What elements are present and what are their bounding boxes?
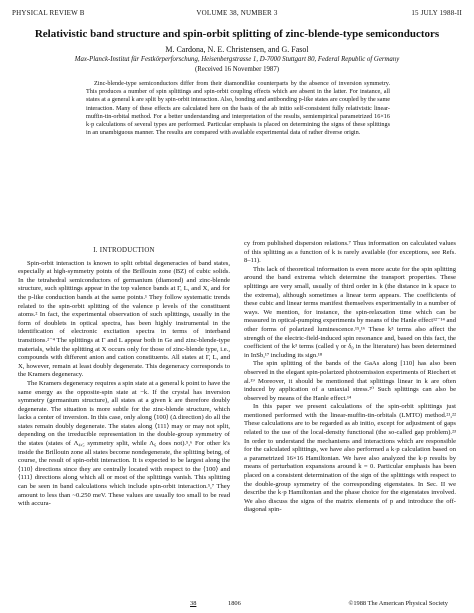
- paragraph: The spin splitting of the bands of the GaAs along [110] has also been observed in the elegant spin-polarized photoemission experiments of Riechert et al.¹⁹ Moreover, it should be mentioned that splittings linear in k are often induced by application of a uniaxial stress.²⁰ Such splittings can also be observed by means of the Hanle effect.¹⁴: [244, 360, 456, 402]
- right-column: [244, 240, 456, 515]
- article-title: Relativistic band structure and spin-orbit splitting of zinc-blende-type semiconductors: [34, 28, 440, 40]
- paragraph: Spin-orbit interaction is known to split orbital degeneracies of band states, especially at high-symmetry points of the Brillouin zone (BZ) of cubic solids. In the tetrahedral semiconductors of germanium (diamond) and zinc-blende structure, such splittings appear in the top valence bands at Γ, L, and X, and for the p-like conduction bands at the same points.¹ They follow systematic trends related to the spin-orbit splitting of the valence p levels of the constituent atoms.² In fact, the experimental observation of such splittings, usually in the form of doublets in optical spectra, has been highly instrumental in the identification of electronic excitation spectra in terms of interband transitions.²⁻⁴ The splittings at Γ and L appear both in Ge and zinc-blende-type materials, while the splitting at X occurs only for those of zinc-blende type, i.e., compounds with different anion and cation constituents. All states at Γ, L, and X, however, remain at least doubly degenerate. This degeneracy corresponds to the Kramers degeneracy.: [18, 259, 230, 379]
- issue-date: 15 JULY 1988-II: [411, 9, 462, 17]
- paragraph: In this paper we present calculations of the spin-orbit splittings just mentioned performed with the linear-muffin-tin-orbitals (LMTO) method.²¹,²² These calculations are to be regarded as ab initio, except for adjustment of gaps related to the use of the local-density functional (the so-called gap problem).²³ In order to understand the mechanisms and interactions which are responsible for the calculated splittings, we have also performed a k·p calculation based on a parametrized 16×16 Hamiltonian. We have also analyzed the k·p results by means of perturbation expansions around k = 0. Particular emphasis has been placed on a consistent determination of the sign of the splittings with respect to the double-group symmetry of the corresponding eigenstates. In Sec. II we describe the k·p Hamiltonian and the phase choice for the eigenstates involved. We also discuss the signs of the matrix elements of p and introduce the off-diagonal spin-: [244, 403, 456, 514]
- page-number: 1806: [228, 600, 241, 607]
- volume-footer: 38: [190, 600, 197, 607]
- paragraph: This lack of theoretical information is even more acute for the spin splitting around the band extrema which determine the transport properties. These splittings are very small, usually of third order in k (the distance in k space to the extrema), although sometimes a linear term appears. The coefficients of these cubic and linear terms manifest themselves experimentally in a number of ways. We mention, for instance, the spin-relaxation time which can be measured in optical-pumping experiments by means of the Hanle effect¹²⁻¹⁴ and other forms of polarized luminescence.¹⁵,¹⁶ These k³ terms also affect the strength of the electric-field-induced spin resonance and, based on this fact, the coefficient of the k³ terms (called γ or δ₀ in the literature) has been determined in InSb,¹⁷ including its sign.¹⁸: [244, 265, 456, 359]
- affiliation: Max-Planck-Institut für Festkörperforschung, Heisenbergstrasse 1, D-7000 Stuttgart 80, Federal Republic of Germany: [74, 56, 400, 63]
- running-header: [12, 9, 462, 19]
- left-column: [18, 247, 230, 509]
- copyright-notice: ©1988 The American Physical Society: [348, 600, 448, 607]
- paragraph: cy from published dispersion relations.⁷ Thus information on calculated values of this splitting as a function of k is rarely available (for exceptions, see Refs. 8–11).: [244, 240, 456, 265]
- abstract: Zinc-blende-type semiconductors differ from their diamondlike counterparts by the absence of inversion symmetry. This produces a number of spin splittings and spin-orbit coupling effects which are absent in the latter. For instance, all states at a general k are split by spin-orbit interaction. Also, bonding and antibonding p-like states are coupled by the same interaction. Many of these effects are calculated here on the basis of the ab initio self-consistent fully relativistic linear-muffin-tin-orbital method. For a better understanding and interpretation of the results, semiempirical parametrized 16×16 k·p calculations of several types are performed. Particular emphasis is placed on determining the signs of these splittings in an unambiguous manner. The results are compared with available experimental data of rather diverse origin.: [86, 80, 390, 137]
- journal-name: PHYSICAL REVIEW B: [12, 9, 85, 17]
- author-list: M. Cardona, N. E. Christensen, and G. Fasol: [165, 45, 309, 54]
- page-footer: [0, 597, 474, 607]
- volume-number: VOLUME 38, NUMBER 3: [196, 9, 278, 17]
- section-heading: I. INTRODUCTION: [93, 247, 155, 254]
- paragraph: The Kramers degeneracy requires a spin state at a general k point to have the same energy as the opposite-spin state at −k. If the crystal has inversion symmetry (germanium structure), all states at a given k are therefore doubly degenerate. The situation is more subtle for the zinc-blende structure, which lacks a center of inversion. In this case, only along ⟨100⟩ (Δ direction) do all the states remain doubly degenerate. The states along ⟨111⟩ may or may not split, depending on the irreducible representation in the double-group symmetry of the states (states of Λ₄,₅ symmetry split, while Λ₆ does not).⁵,⁶ For other k's inside the Brillouin zone all states become nondegenerate, the splitting being, of course, the result of spin-orbit interaction. It is expected to be largest along the ⟨110⟩ directions since they are centrally located with respect to the ⟨100⟩ and ⟨111⟩ directions along which all or most of the splittings vanish. This splitting can be seen in band calculations which include spin-orbit interaction.⁵,⁷ They amount to less than ~0.250 meV. These values are usually too small to be read with accura-: [18, 379, 230, 508]
- received-date: (Received 16 November 1987): [195, 66, 279, 73]
